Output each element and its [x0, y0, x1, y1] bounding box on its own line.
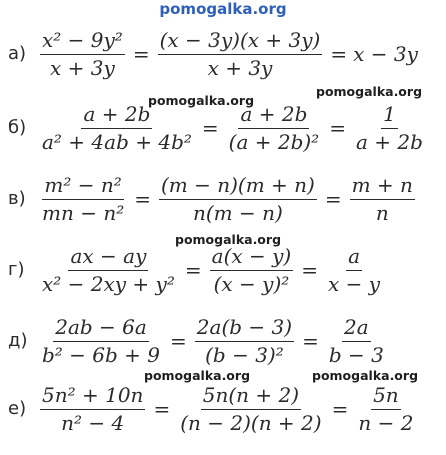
equals-sign: =	[301, 258, 318, 282]
denominator: (a + 2b)²	[228, 130, 320, 154]
fraction-result	[348, 175, 417, 223]
denominator: x + 3y	[207, 56, 273, 80]
fraction-original	[38, 175, 128, 223]
numerator: m + n	[350, 175, 415, 200]
numerator: 2ab − 6a	[53, 317, 149, 342]
denominator: n − 2	[358, 411, 414, 435]
fraction-factored	[157, 175, 319, 223]
row-label: б)	[8, 117, 27, 138]
numerator: a + 2b	[81, 104, 152, 129]
watermark: pomogalka.org	[175, 232, 282, 247]
row-label: е)	[8, 398, 27, 419]
result-expression: x − 3y	[353, 42, 418, 66]
numerator: (x − 3y)(x + 3y)	[158, 30, 323, 55]
equation-row-g	[8, 246, 446, 294]
denominator: x − y	[328, 272, 381, 296]
watermark: pomogalka.org	[148, 93, 255, 108]
numerator: 5n² + 10n	[40, 385, 145, 410]
watermark-top: pomogalka.org	[159, 0, 287, 18]
equals-sign: =	[329, 116, 346, 140]
denominator: a² + 4ab + 4b²	[42, 130, 192, 154]
fraction-factored	[193, 317, 296, 365]
row-label: д)	[8, 330, 28, 351]
equals-sign: =	[302, 329, 319, 353]
fraction-original	[38, 246, 179, 294]
numerator: x² − 9y²	[40, 30, 125, 55]
denominator: b − 3	[328, 343, 384, 367]
denominator: n² − 4	[61, 411, 125, 435]
denominator: n	[375, 201, 389, 225]
numerator: 2a(b − 3)	[195, 317, 294, 342]
fraction-factored	[176, 385, 325, 433]
equals-sign: =	[170, 329, 187, 353]
numerator: ax − ay	[68, 246, 148, 271]
denominator: n(m − n)	[193, 201, 283, 225]
denominator: mn − n²	[42, 201, 125, 225]
fraction-result	[354, 385, 417, 433]
equals-sign: =	[330, 42, 348, 66]
fraction-original	[38, 317, 164, 365]
equation-row-b	[8, 104, 446, 152]
fraction-factored	[156, 30, 325, 78]
watermark: pomogalka.org	[144, 368, 251, 383]
numerator: a(x − y)	[210, 246, 294, 271]
equals-sign: =	[132, 42, 150, 66]
equals-sign: =	[331, 397, 349, 421]
denominator: x² − 2xy + y²	[42, 272, 175, 296]
numerator: (m − n)(m + n)	[159, 175, 317, 200]
numerator: a + 2b	[238, 104, 309, 129]
equation-row-v	[8, 175, 446, 223]
row-label: г)	[8, 259, 25, 280]
row-label: а)	[8, 43, 27, 64]
denominator: b² − 6b + 9	[42, 343, 161, 367]
denominator: (b − 3)²	[205, 343, 284, 367]
fraction-factored	[208, 246, 296, 294]
fraction-original	[38, 30, 127, 78]
denominator: (x − y)²	[213, 272, 290, 296]
fraction-original	[38, 385, 147, 433]
watermark: pomogalka.org	[312, 368, 419, 383]
equation-row-d	[8, 317, 446, 365]
fraction-factored	[225, 104, 324, 152]
numerator: 5n(n + 2)	[201, 385, 301, 410]
watermark: pomogalka.org	[316, 84, 423, 99]
equation-row-a	[8, 30, 446, 78]
equals-sign: =	[153, 397, 171, 421]
denominator: (n − 2)(n + 2)	[180, 411, 322, 435]
denominator: x + 3y	[50, 56, 115, 80]
denominator: a + 2b	[355, 130, 423, 154]
fraction-result	[325, 317, 388, 365]
equals-sign: =	[324, 187, 342, 211]
fraction-original	[38, 104, 196, 152]
equals-sign: =	[134, 187, 151, 211]
numerator: 1	[381, 104, 398, 129]
fraction-result	[352, 104, 427, 152]
numerator: a	[346, 246, 362, 271]
fraction-result	[324, 246, 384, 294]
numerator: m² − n²	[42, 175, 123, 200]
equals-sign: =	[184, 258, 202, 282]
row-label: в)	[8, 188, 26, 209]
equals-sign: =	[201, 116, 219, 140]
numerator: 5n	[371, 385, 401, 410]
equation-row-e	[8, 385, 446, 433]
numerator: 2a	[342, 317, 371, 342]
